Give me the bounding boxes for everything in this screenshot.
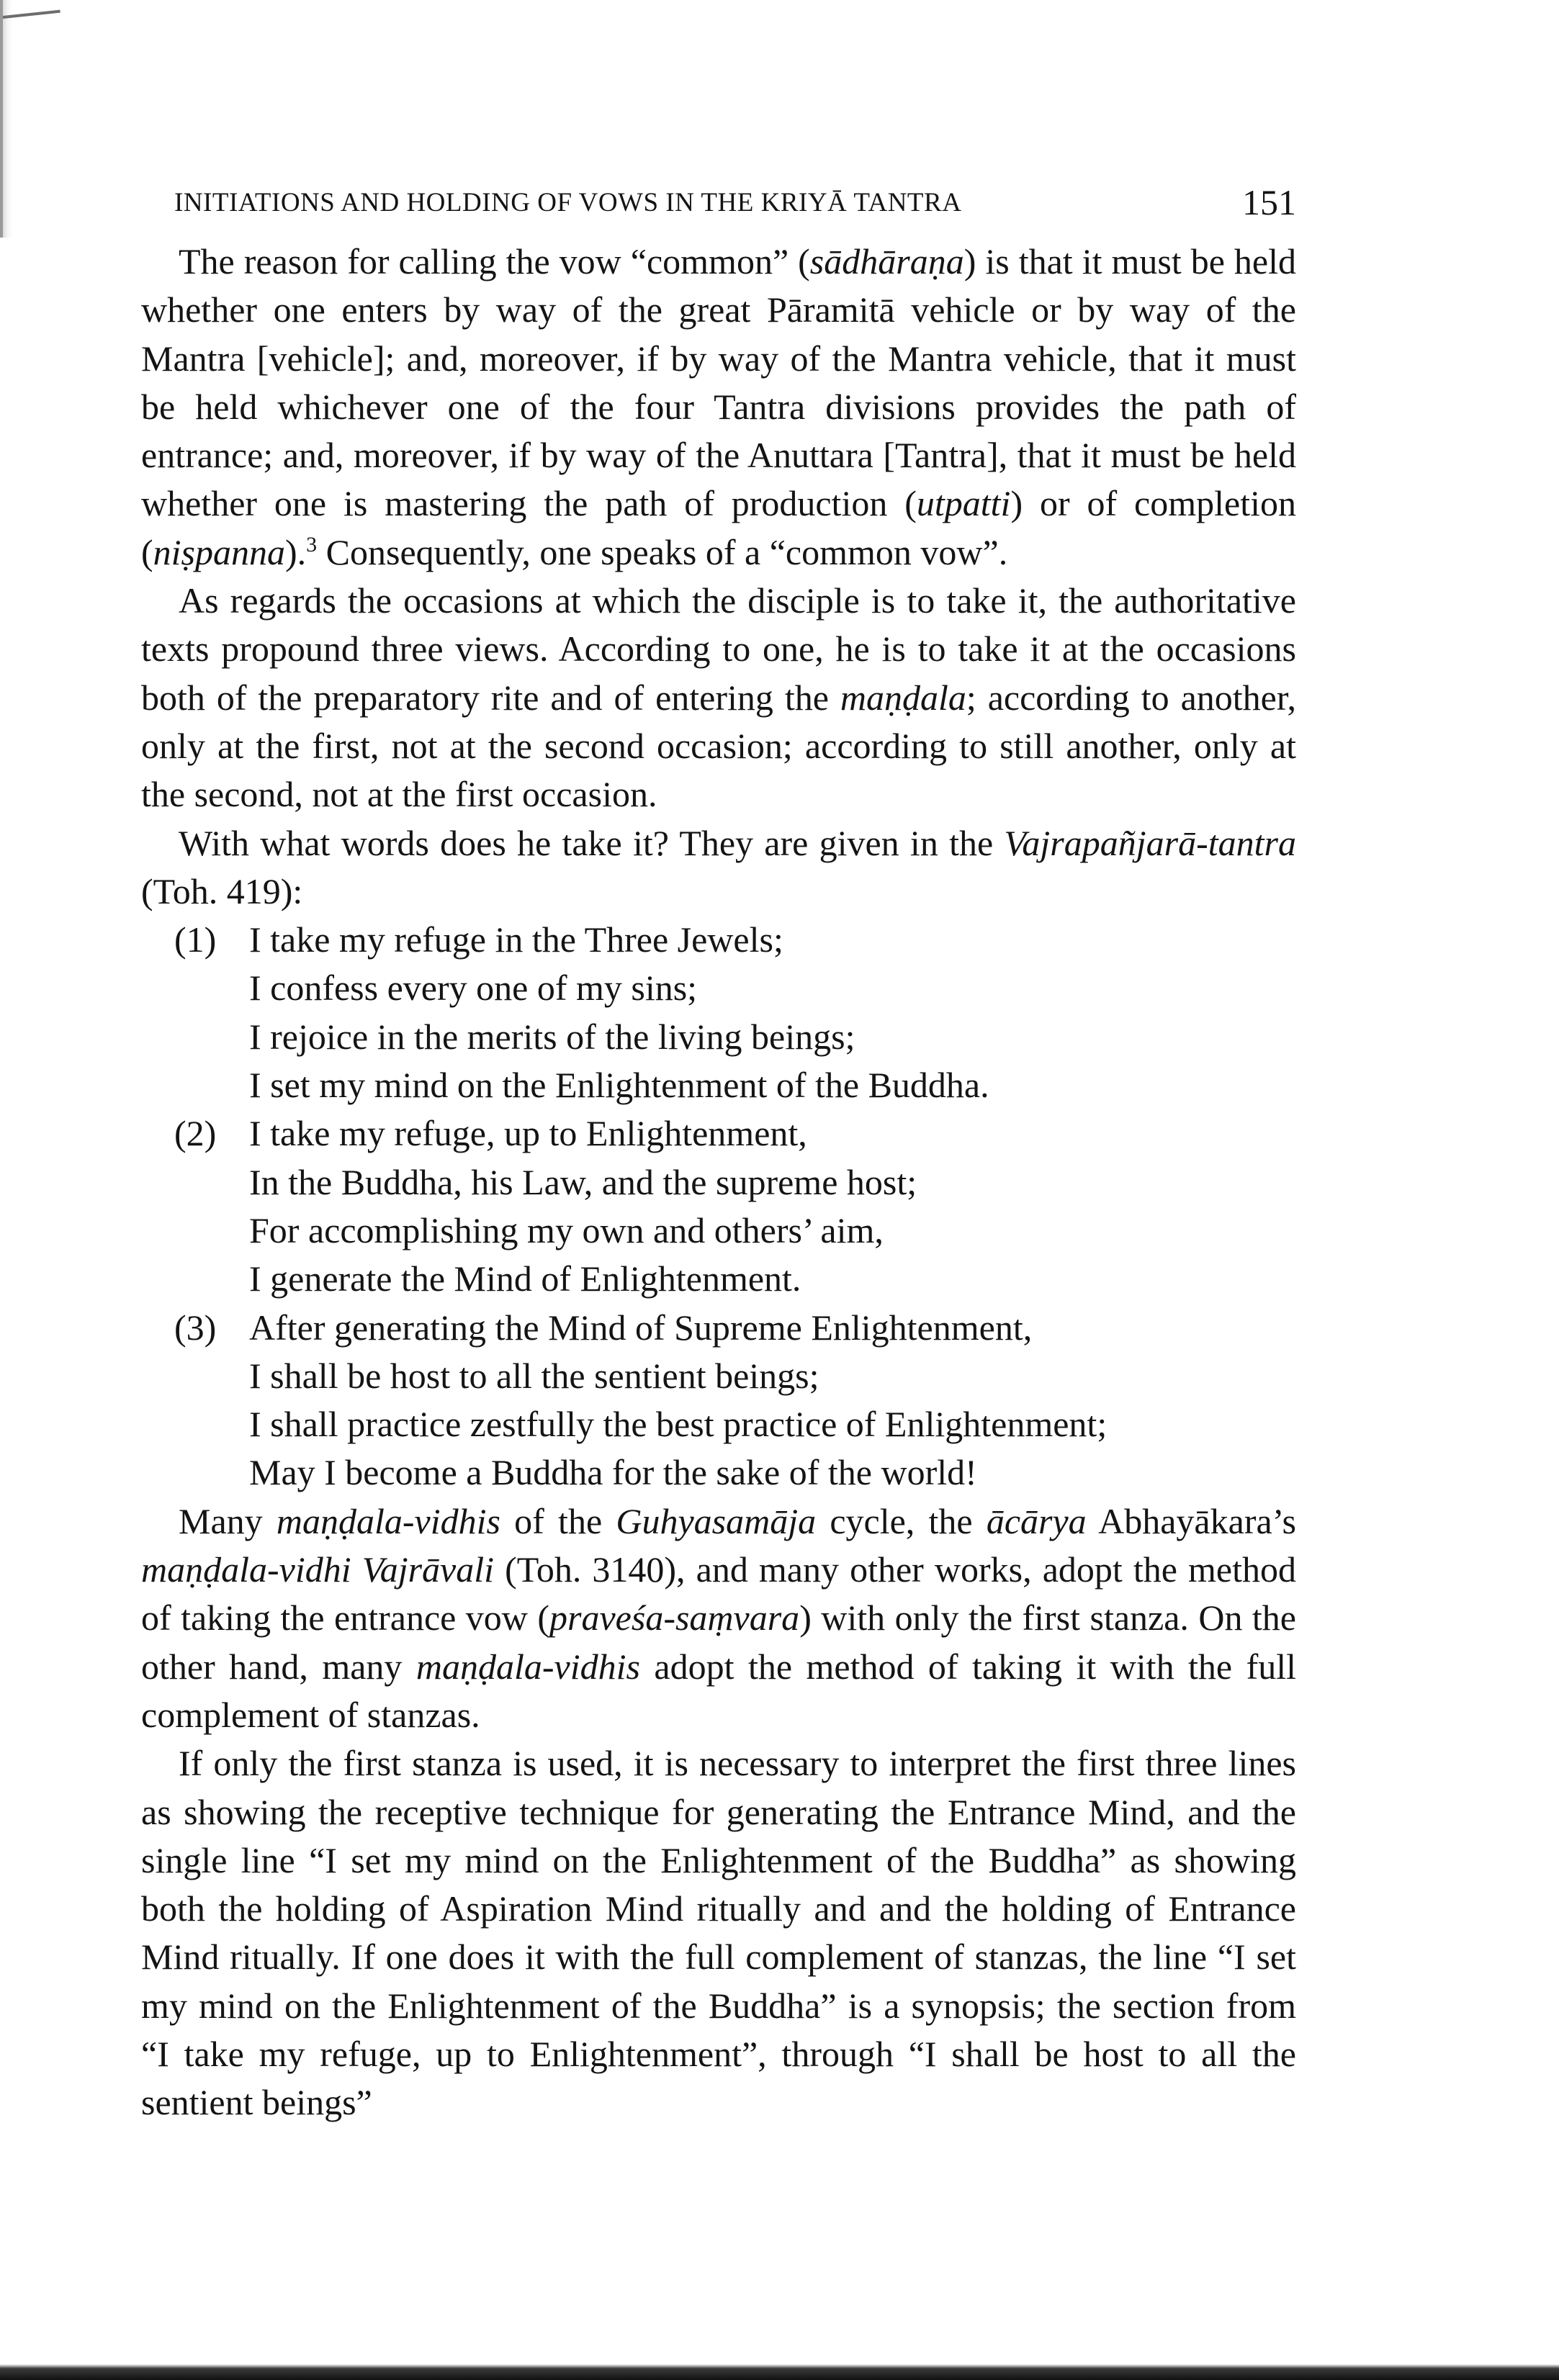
italic-term: ācārya <box>986 1500 1087 1541</box>
verse-line: I rejoice in the merits of the living beings; <box>249 1016 855 1057</box>
verse-line: For accomplishing my own and others’ aim, <box>249 1209 884 1250</box>
text-run: Many <box>179 1500 277 1541</box>
italic-term: utpatti <box>916 483 1011 524</box>
text-run: cycle, the <box>816 1500 987 1541</box>
stanza-2 <box>141 1109 1296 1303</box>
page-number: 151 <box>1242 182 1296 222</box>
text-run: ). <box>285 531 307 572</box>
verse-line: I shall practice zestfully the best practice of Enlightenment; <box>249 1404 1108 1445</box>
text-run: As regards the occasions at which the disciple is to take it, the authoritative texts propound three views. According to one, he is to take it at the occasions both of the preparatory rite and of entering the <box>141 580 1296 718</box>
text-run: (Toh. 3140), and many other works, adopt the method of taking the entrance vow ( <box>141 1549 1297 1638</box>
scan-bottom-edge <box>0 2364 1559 2380</box>
verse-line: I set my mind on the Enlightenment of the Buddha. <box>249 1065 989 1106</box>
scan-edge-mark <box>0 0 46 238</box>
body-text <box>141 238 1296 2127</box>
paragraph-common-vow <box>141 238 1296 577</box>
stanza-number: (3) <box>174 1307 217 1348</box>
verse-text: I take my refuge, up to Enlightenment, <box>249 1113 807 1154</box>
verse-line: I confess every one of my sins; <box>249 968 698 1009</box>
italic-term: maṇḍala-vidhi Vajrāvali <box>141 1549 495 1590</box>
verse-line <box>141 916 1296 964</box>
verse-line <box>141 1109 1296 1158</box>
italic-term: praveśa-saṃvara <box>549 1597 800 1638</box>
text-run: ) is that it must be held whether one enters by way of the great Pāramitā vehicle or by way of the Mantra [vehicle]; and, moreover, if by way of the Mantra vehicle, that it must be held whichever one of the four Tantra divisions provides the path of entrance; and, moreover, if by way of the Anuttara [Tantra], that it must be held whether one is mastering the path of production ( <box>141 241 1296 524</box>
paragraph-words <box>141 819 1296 916</box>
footnote-marker: 3 <box>306 532 318 556</box>
verse-line <box>141 1304 1296 1352</box>
verse-line: In the Buddha, his Law, and the supreme host; <box>249 1161 917 1202</box>
text-run: of the <box>500 1500 616 1541</box>
text-run: Consequently, one speaks of a “common vow”. <box>317 531 1008 572</box>
paragraph-occasions <box>141 577 1296 819</box>
verse-text: I take my refuge in the Three Jewels; <box>249 919 783 960</box>
italic-term: maṇḍala <box>840 677 966 718</box>
italic-term: sādhāraṇa <box>809 241 964 281</box>
running-head <box>141 181 1296 225</box>
verse-text: After generating the Mind of Supreme Enlightenment, <box>249 1307 1033 1348</box>
text-run: (Toh. 419): <box>141 870 303 911</box>
stanza-3 <box>141 1304 1296 1497</box>
paragraph-mandala-vidhis <box>141 1497 1296 1739</box>
text-run: ; according to another, only at the first, not at the second occasion; according to still another, only at the second, not at the first occasion. <box>141 677 1296 815</box>
text-run: ) with only the first stanza. On the other hand, many <box>141 1597 1296 1687</box>
verse-line: I shall be host to all the sentient beings; <box>249 1355 819 1396</box>
stanza-number: (2) <box>174 1113 217 1154</box>
text-run: The reason for calling the vow “common” ( <box>179 241 810 281</box>
verse-line: I generate the Mind of Enlightenment. <box>249 1258 801 1299</box>
book-page <box>141 181 1296 2127</box>
italic-term: niṣpanna <box>153 531 286 572</box>
text-run: adopt the method of taking it with the full complement of stanzas. <box>141 1646 1296 1735</box>
text-run: ) or of completion ( <box>141 483 1296 572</box>
italic-term: Guhyasamāja <box>616 1500 817 1541</box>
stanza-1 <box>141 916 1296 1109</box>
italic-term: Vajrapañjarā-tantra <box>1004 822 1296 863</box>
paragraph-first-stanza: If only the first stanza is used, it is necessary to interpret the first three lines as showing the receptive technique for generating the Entrance Mind, and the single line “I set my mind on the Enlightenment of the Buddha” as showing both the holding of Aspiration Mind ritually and and the holding of Entrance Mind ritually. If one does it with the full complement of stanzas, the line “I set my mind on the Enlightenment of the Buddha” is a synopsis; the section from “I take my refuge, up to Enlightenment”, through “I shall be host to all the sentient beings” <box>141 1743 1296 2123</box>
italic-term: maṇḍala-vidhis <box>415 1646 640 1687</box>
verse-line: May I become a Buddha for the sake of the world! <box>249 1452 977 1493</box>
italic-term: maṇḍala-vidhis <box>276 1500 500 1541</box>
text-run: With what words does he take it? They are given in the <box>179 822 1005 863</box>
text-run: Abhayākara’s <box>1086 1500 1297 1541</box>
stanza-number: (1) <box>174 919 217 960</box>
running-head-title: INITIATIONS AND HOLDING OF VOWS IN THE KRIYĀ TANTRA <box>174 188 962 217</box>
